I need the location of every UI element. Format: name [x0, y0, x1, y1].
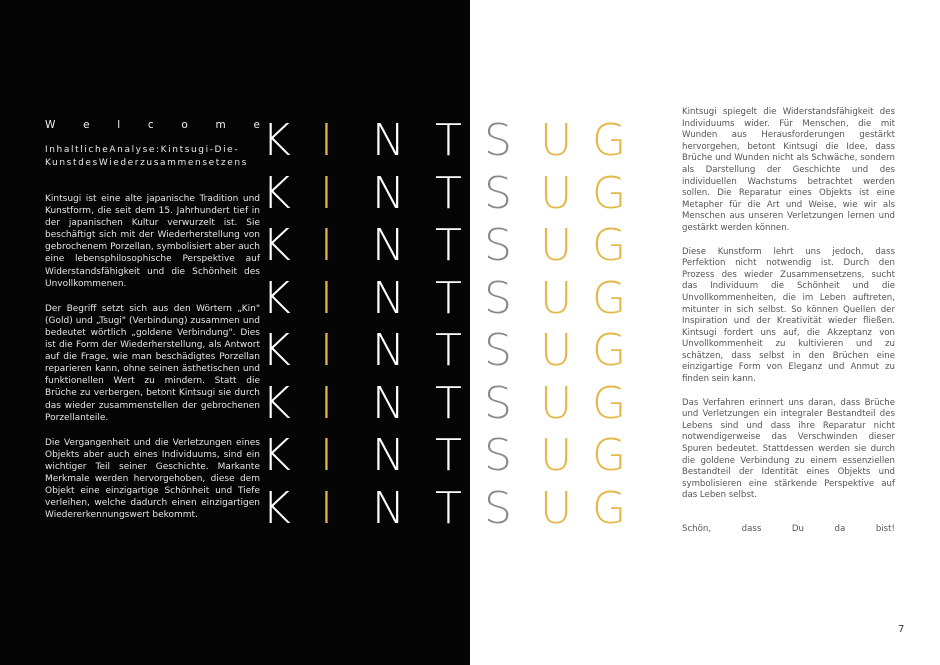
kintsugi-row [262, 483, 642, 536]
left-text-column [45, 193, 260, 534]
kintsugi-letter: S [484, 482, 512, 534]
kintsugi-letter: I [320, 482, 333, 534]
kintsugi-letter: S [484, 325, 512, 376]
kintsugi-letter: S [484, 167, 512, 219]
kintsugi-row [262, 168, 642, 221]
kintsugi-letter: S [484, 115, 512, 166]
closing-word: Schön, [682, 524, 712, 534]
kintsugi-letter: T [435, 325, 462, 376]
kintsugi-letter: U [540, 272, 573, 324]
kintsugi-letter: T [435, 377, 462, 429]
kintsugi-letter: U [540, 377, 573, 429]
kintsugi-letter: G [592, 272, 627, 324]
welcome-letter: e [83, 119, 90, 131]
kintsugi-letter: T [435, 220, 462, 271]
kintsugi-row [262, 220, 642, 273]
kintsugi-letter: K [262, 220, 291, 271]
closing-word: da [834, 524, 846, 534]
kintsugi-letter: G [592, 115, 627, 166]
page-number: 7 [898, 624, 905, 635]
right-paragraph: Diese Kunstform lehrt uns jedoch, dass Perfektion nicht notwendig ist. Durch den Prozess des wieder Zusammensetzens, sucht das Individuum die Schönheit und die Unvollkommenheiten, die im Leben auftreten, mitunter in sich selbst. So können Quellen der Inspiration und der Kreativität wieder fließen. Kintsugi fordert uns auf, die Akzeptanz von Unvollkommenheit zu kultivieren und zu schätzen, dass selbst in den Brüchen eine einzigartige Form von Eleganz und Anmut zu finden sein kann. [682, 246, 895, 385]
kintsugi-letter: N [372, 220, 405, 271]
right-text-column [682, 107, 895, 514]
kintsugi-letter: T [435, 167, 462, 219]
kintsugi-letter: U [540, 325, 573, 376]
kintsugi-letter: G [592, 377, 627, 429]
kintsugi-letter: G [592, 482, 627, 534]
kintsugi-letter: K [262, 325, 291, 376]
kintsugi-letter: S [484, 377, 512, 429]
kintsugi-row [262, 115, 642, 168]
left-paragraph: Der Begriff setzt sich aus den Wörtern „Kin" (Gold) und „Tsugi" (Verbindung) zusammen und bedeutet wörtlich „goldene Verbindung". Dies ist die Form der Wiederherstellung, als Antwort auf die Frage, wie man beschädigtes Porzellan reparieren kann, ohne seinen ästhetischen und funktionellen Wert zu mindern. Statt die Brüche zu verbergen, betont Kintsugi sie durch das wieder zusammenstellen der gebrochenen Porzellanteile. [45, 303, 260, 423]
kintsugi-letter: I [320, 272, 333, 324]
right-paragraph: Kintsugi spiegelt die Widerstandsfähigkeit des Individuums wider. Für Menschen, die mit Wunden aus Herausforderungen gestärkt hervorgehen, betont Kintsugi die Idee, dass Brüche und Wunden nicht als Schwäche, sondern als Darstellung der Geschichte und des individuellen Wachstums betrachtet werden sollen. Die Reparatur eines Objekts ist eine Metapher für die Art und Weise, wie wir als Menschen aus unseren Verletzungen lernen und gestärkt werden können. [682, 107, 895, 233]
kintsugi-letter: I [320, 167, 333, 219]
left-paragraph: Die Vergangenheit und die Verletzungen eines Objekts aber auch eines Individuums, sind ein wichtiger Teil seiner Geschichte. Markante Merkmale werden hervorgehoben, diese dem Objekt eine einzigartige Schönheit und Tiefe verleihen, welche dadurch einen einzigartigen Wiedererkennungswert bekommt. [45, 437, 260, 521]
kintsugi-letter: G [592, 167, 627, 219]
kintsugi-letter-grid [262, 115, 642, 535]
analysis-subtitle: InhaltlicheAnalyse:Kintsugi-Die-KunstdesWiederzusammensetzens [45, 145, 248, 168]
kintsugi-letter: K [262, 115, 291, 166]
kintsugi-letter: I [320, 430, 333, 481]
kintsugi-letter: K [262, 430, 291, 481]
kintsugi-letter: N [372, 167, 405, 219]
kintsugi-letter: S [484, 220, 512, 271]
kintsugi-row [262, 378, 642, 431]
closing-line [682, 524, 895, 534]
kintsugi-letter: G [592, 220, 627, 271]
closing-word: Du [791, 524, 804, 534]
right-paragraph: Das Verfahren erinnert uns daran, dass Brüche und Verletzungen ein integraler Bestandteil des Lebens sind und dass ihre Reparatur nicht notwendigerweise das Verschwinden dieser Spuren bedeutet. Stattdessen werden sie durch die goldene Verbindung zu einem essenziellen Bestandteil der Identität eines Objekts und symbolisieren eine stärkende Perspektive auf das Leben selbst. [682, 397, 895, 501]
kintsugi-letter: N [372, 272, 405, 324]
welcome-letter: m [215, 119, 226, 131]
kintsugi-letter: T [435, 115, 462, 166]
kintsugi-letter: N [372, 325, 405, 376]
kintsugi-letter: N [372, 482, 405, 534]
kintsugi-letter: U [540, 220, 573, 271]
kintsugi-letter: S [484, 272, 512, 324]
kintsugi-letter: U [540, 167, 573, 219]
kintsugi-letter: N [372, 377, 405, 429]
welcome-letter: W [45, 119, 56, 131]
welcome-letter: l [117, 119, 121, 131]
welcome-letter: c [147, 119, 154, 131]
closing-word: bist! [875, 524, 895, 534]
kintsugi-letter: I [320, 220, 333, 271]
welcome-letter: e [253, 119, 260, 131]
kintsugi-row [262, 273, 642, 326]
kintsugi-letter: I [320, 325, 333, 376]
kintsugi-letter: K [262, 272, 291, 324]
kintsugi-letter: U [540, 482, 573, 534]
closing-word: dass [741, 524, 762, 534]
kintsugi-letter: T [435, 482, 462, 534]
kintsugi-letter: K [262, 482, 291, 534]
kintsugi-letter: K [262, 377, 291, 429]
kintsugi-row [262, 430, 642, 483]
kintsugi-letter: G [592, 430, 627, 481]
kintsugi-letter: I [320, 377, 333, 429]
kintsugi-letter: S [484, 430, 512, 481]
welcome-letter: o [181, 119, 188, 131]
kintsugi-letter: N [372, 115, 405, 166]
welcome-heading [45, 119, 260, 131]
kintsugi-letter: U [540, 115, 573, 166]
kintsugi-letter: K [262, 167, 291, 219]
kintsugi-letter: U [540, 430, 573, 481]
kintsugi-letter: G [592, 325, 627, 376]
kintsugi-letter: T [435, 430, 462, 481]
kintsugi-letter: N [372, 430, 405, 481]
left-paragraph: Kintsugi ist eine alte japanische Tradition und Kunstform, die seit dem 15. Jahrhundert tief in der japanischen Kultur verwurzelt ist. Sie beschäftigt sich mit der Wiederherstellung von gebrochenem Porzellan, symbolisiert aber auch eine lebensphilosophische Perspektive auf Widerstandsfähigkeit und die Schönheit des Unvollkommenen. [45, 194, 260, 289]
kintsugi-letter: T [435, 272, 462, 324]
kintsugi-letter: I [320, 115, 333, 166]
kintsugi-row [262, 325, 642, 378]
